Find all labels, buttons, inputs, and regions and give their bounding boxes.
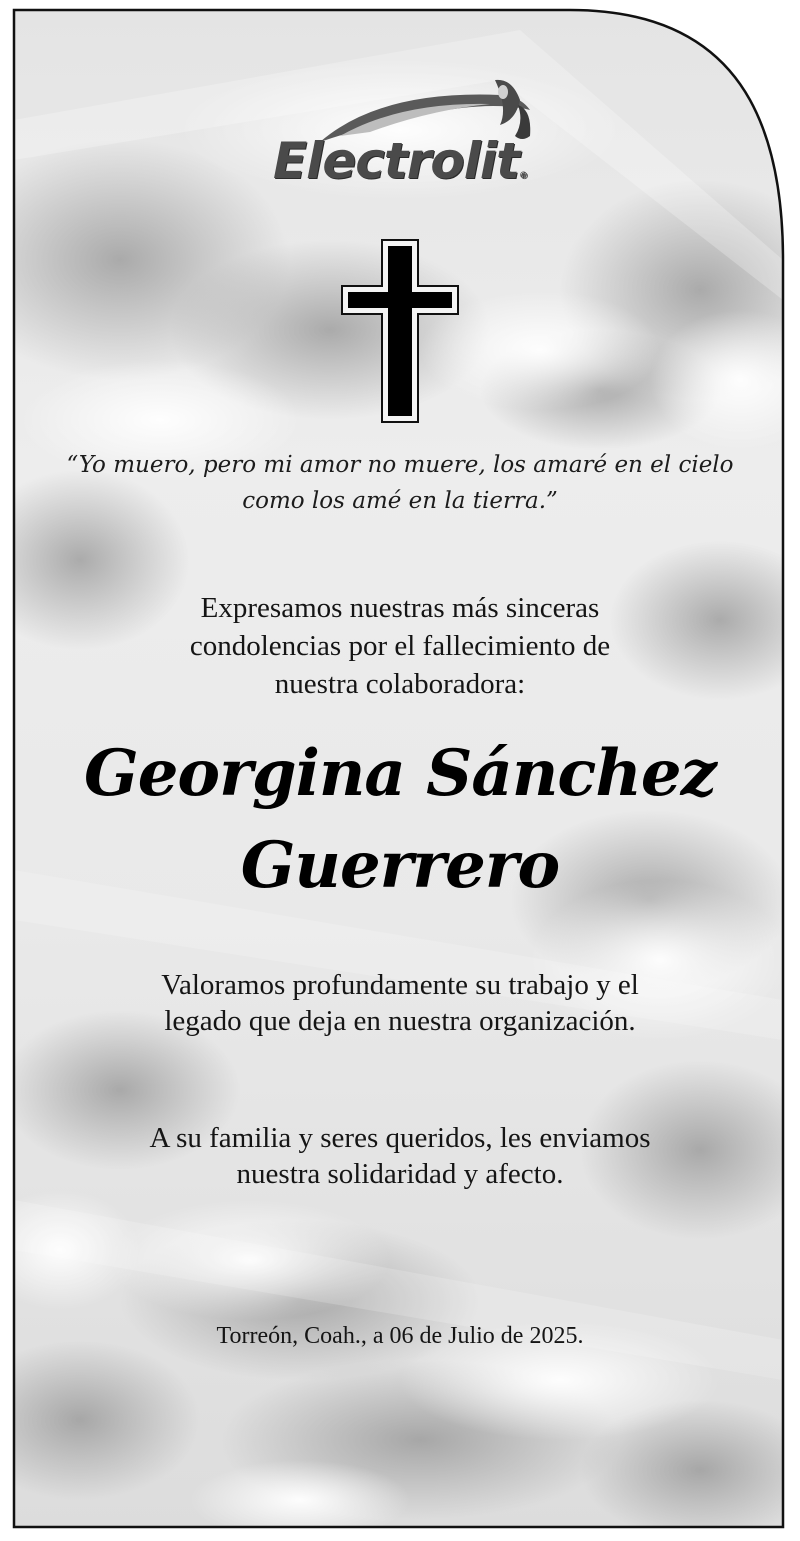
condolence-line: nuestra colaboradora: [274,668,526,700]
family-line: A su familia y seres queridos, les enviamos [149,1122,651,1154]
condolence-line: condolencias por el fallecimiento de [189,630,611,662]
latin-cross-icon [340,238,460,424]
place-date-line: Torreón, Coah., a 06 de Julio de 2025. [216,1323,584,1349]
tribute-line: legado que deja en nuestra organización. [164,1005,636,1037]
family-message [30,1120,770,1192]
registered-mark: ® [518,171,527,181]
family-line: nuestra solidaridad y afecto. [236,1158,564,1190]
condolence-line: Expresamos nuestras más sinceras [200,592,600,624]
tribute-line: Valoramos profundamente su trabajo y el [161,969,639,1001]
logo-wordmark: Electrolit [273,132,519,190]
condolence-message [30,589,770,703]
deceased-name [20,728,780,912]
tribute-message [30,967,770,1039]
quote-line: “Yo muero, pero mi amor no muere, los amaré en el cielo [66,452,734,478]
deceased-name-line: Georgina Sánchez [84,736,716,811]
electrolit-logo [230,70,570,220]
epitaph-quote [30,447,770,519]
quote-line: como los amé en la tierra.” [242,488,558,514]
deceased-name-line: Guerrero [240,828,560,903]
